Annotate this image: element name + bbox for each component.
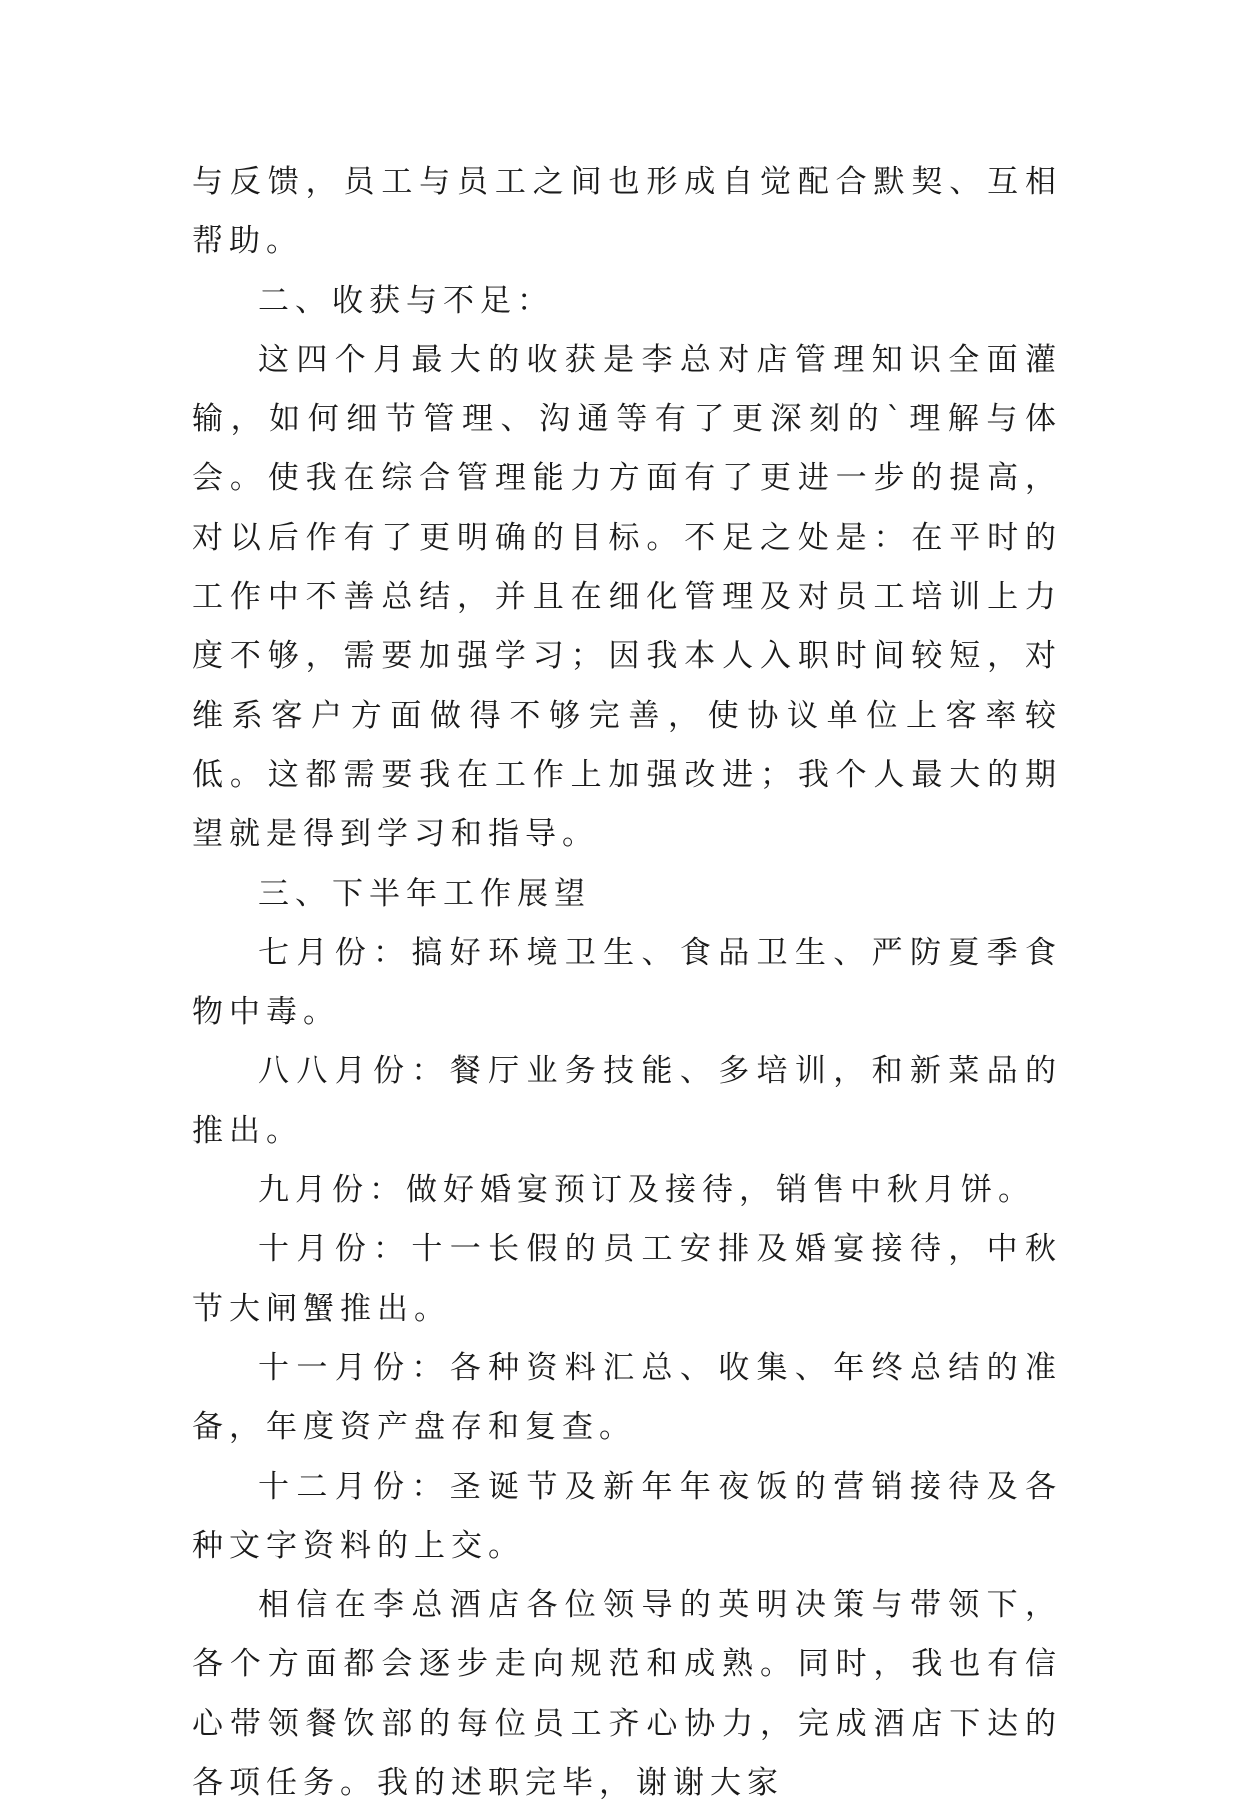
- paragraph-feedback-continuation: 与反馈，员工与员工之间也形成自觉配合默契、互相帮助。: [192, 164, 1062, 260]
- section-heading-gains-and-shortcomings: 二、收获与不足：: [258, 282, 554, 319]
- plan-item-september: 九月份：做好婚宴预订及接待，销售中秋月饼。: [258, 1172, 1035, 1209]
- plan-item-november: 十一月份：各种资料汇总、收集、年终总结的准备，年度资产盘存和复查。: [192, 1349, 1062, 1446]
- paragraph-gains-and-shortcomings: 这四个月最大的收获是李总对店管理知识全面灌输，如何细节管理、沟通等有了更深刻的`理解与体会。使我在综合管理能力方面有了更进一步的提高，对以后作有了更明确的目标。不足之处是：在平时的工作中不善总结，并且在细化管理及对员工培训上力度不够，需要加强学习；因我本人入职时间较短，对维系客户方面做得不够完善，使协议单位上客率较低。这都需要我在工作上加强改进；我个人最大的期望就是得到学习和指导。: [192, 341, 1062, 853]
- document-body: [192, 153, 1062, 1813]
- paragraph-closing-remarks: 相信在李总酒店各位领导的英明决策与带领下，各个方面都会逐步走向规范和成熟。同时，我也有信心带领餐饮部的每位员工齐心协力，完成酒店下达的各项任务。我的述职完毕，谢谢大家: [192, 1587, 1062, 1802]
- plan-item-august: 八八月份：餐厅业务技能、多培训，和新菜品的推出。: [192, 1053, 1062, 1149]
- plan-item-december: 十二月份：圣诞节及新年年夜饭的营销接待及各种文字资料的上交。: [192, 1468, 1062, 1564]
- plan-item-july: 七月份：搞好环境卫生、食品卫生、严防夏季食物中毒。: [192, 934, 1062, 1031]
- section-heading-second-half-outlook: 三、下半年工作展望: [258, 875, 591, 912]
- plan-item-october: 十月份：十一长假的员工安排及婚宴接待，中秋节大闸蟹推出。: [192, 1231, 1062, 1327]
